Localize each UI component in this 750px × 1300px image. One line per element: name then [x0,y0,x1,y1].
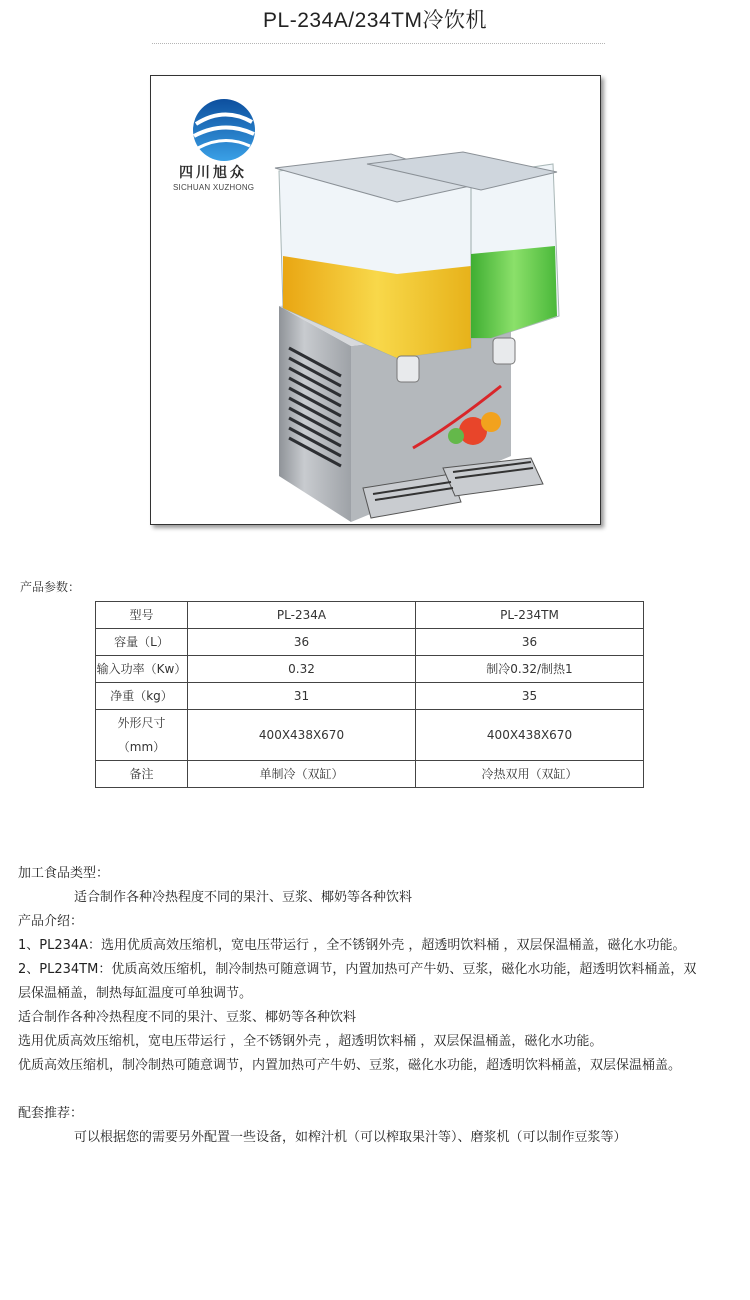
brand-name-cn: 四川旭众 [179,165,247,181]
spec-table [95,601,644,788]
table-cell: 35 [416,683,644,710]
table-cell [96,710,188,761]
table-cell: 36 [416,629,644,656]
table-row [96,683,644,710]
table-cell: 容量（L） [96,629,188,656]
table-cell: 净重（kg） [96,683,188,710]
food-type-heading: 加工食品类型： [18,866,110,881]
params-label: 产品参数： [20,580,81,594]
recommend-heading: 配套推荐： [18,1106,84,1121]
page-title: PL-234A/234TM冷饮机 [263,9,487,32]
intro-line-5: 优质高效压缩机，制冷制热可随意调节，内置加热可产牛奶、豆浆，磁化水功能，超透明饮料桶盖，双层保温桶盖。 [18,1058,682,1073]
table-cell: 400X438X670 [416,710,644,761]
table-cell: 400X438X670 [188,710,416,761]
table-row [96,656,644,683]
table-cell: 冷热双用（双缸） [416,761,644,788]
brand-logo-icon [193,99,255,161]
table-cell: 制冷0.32/制热1 [416,656,644,683]
table-row [96,761,644,788]
table-cell: 31 [188,683,416,710]
table-row [96,710,644,761]
brand-name-en: SICHUAN XUZHONG [173,183,255,192]
table-cell: 0.32 [188,656,416,683]
intro-line-3: 适合制作各种冷热程度不同的果汁、豆浆、椰奶等各种饮料 [18,1010,357,1025]
recommend-text: 可以根据您的需要另外配置一些设备，如榨汁机（可以榨取果汁等）、磨浆机（可以制作豆浆等） [74,1130,627,1145]
intro-line-2a: 2、PL234TM：优质高效压缩机，制冷制热可随意调节，内置加热可产牛奶、豆浆，磁化水功能，超透明饮料桶盖，双 [18,962,697,977]
intro-line-1: 1、PL234A：选用优质高效压缩机，宽电压带运行 ，全不锈钢外壳 ，超透明饮料桶 ，双层保温桶盖，磁化水功能。 [18,938,686,953]
table-cell: 36 [188,629,416,656]
table-cell: 备注 [96,761,188,788]
dimension-unit-line: （mm） [117,740,166,754]
intro-heading: 产品介绍： [18,914,84,929]
table-cell: PL-234TM [416,602,644,629]
dimension-label-line: 外形尺寸 [117,716,166,730]
intro-line-4: 选用优质高效压缩机，宽电压带运行 ，全不锈钢外壳 ，超透明饮料桶 ，双层保温桶盖，磁化水功能。 [18,1034,603,1049]
table-cell: 型号 [96,602,188,629]
drink-dispenser-illustration [151,76,600,524]
table-cell: 单制冷（双缸） [188,761,416,788]
table-header-row [96,602,644,629]
food-type-text: 适合制作各种冷热程度不同的果汁、豆浆、椰奶等各种饮料 [74,890,413,905]
intro-line-2b: 层保温桶盖，制热每缸温度可单独调节。 [18,986,253,1001]
product-photo [150,75,601,525]
table-row [96,629,644,656]
title-divider [152,43,605,44]
table-cell: PL-234A [188,602,416,629]
table-cell: 输入功率（Kw） [96,656,188,683]
